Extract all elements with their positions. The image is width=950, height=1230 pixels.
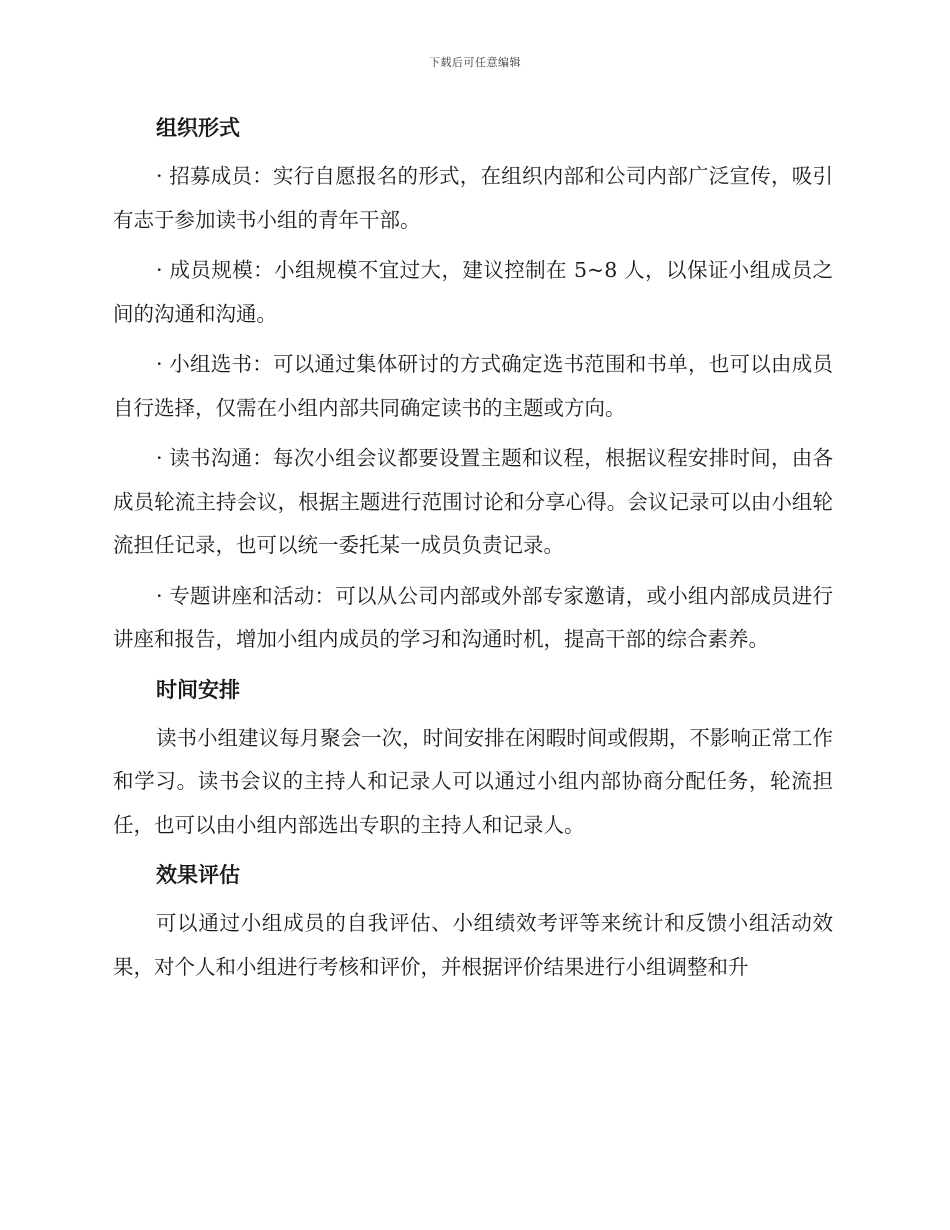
bullet-reading-communication: · 读书沟通：每次小组会议都要设置主题和议程，根据议程安排时间，由各成员轮流主持会议，根据主题进行范围讨论和分享心得。会议记录可以由小组轮流担任记录，也可以统一委托某一成员负责记录。 <box>113 446 833 557</box>
bullet-lectures-activities: · 专题讲座和活动：可以从公司内部或外部专家邀请，或小组内部成员进行讲座和报告，增加小组内成员的学习和沟通时机，提高干部的综合素养。 <box>113 583 833 651</box>
bullet-member-scale: · 成员规模：小组规模不宜过大，建议控制在 5~8 人，以保证小组成员之间的沟通和沟通。 <box>113 258 833 326</box>
header-note: 下载后可任意编辑 <box>429 56 521 69</box>
bullet-book-selection: · 小组选书：可以通过集体研讨的方式确定选书范围和书单，也可以由成员自行选择，仅需在小组内部共同确定读书的主题或方向。 <box>113 352 833 420</box>
document-body <box>113 108 833 989</box>
schedule-paragraph: 读书小组建议每月聚会一次，时间安排在闲暇时间或假期，不影响正常工作和学习。读书会议的主持人和记录人可以通过小组内部协商分配任务，轮流担任，也可以由小组内部选出专职的主持人和记录人。 <box>113 725 833 837</box>
bullet-recruit-members: · 招募成员：实行自愿报名的形式，在组织内部和公司内部广泛宣传，吸引有志于参加读书小组的青年干部。 <box>113 164 833 232</box>
section-heading-schedule: 时间安排 <box>156 677 240 702</box>
evaluation-paragraph: 可以通过小组成员的自我评估、小组绩效考评等来统计和反馈小组活动效果，对个人和小组进行考核和评价，并根据评价结果进行小组调整和升 <box>113 911 833 979</box>
section-heading-evaluation: 效果评估 <box>156 863 240 887</box>
section-heading-organization: 组织形式 <box>156 116 240 140</box>
